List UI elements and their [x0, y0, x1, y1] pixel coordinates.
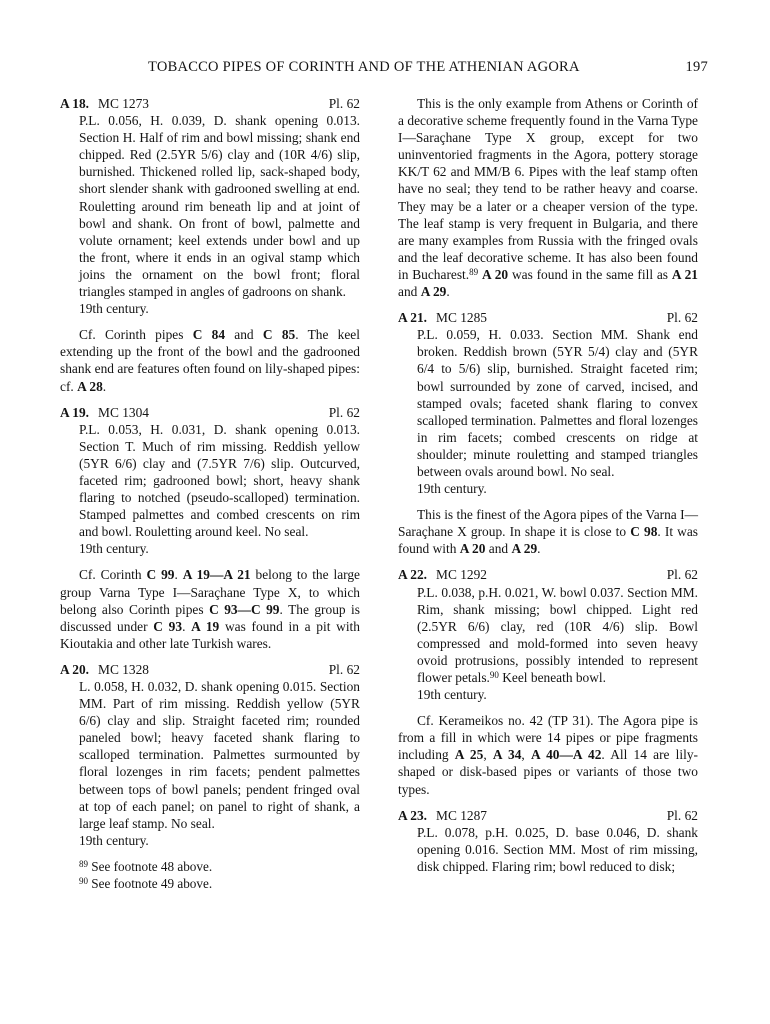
entry-number: A 23.: [398, 807, 428, 823]
entry-number: A 20.: [60, 661, 90, 677]
entry-description: P.L. 0.078, p.H. 0.025, D. base 0.046, D. shank opening 0.016. Section MM. Most of rim missing, disk chipped. Flaring rim; bowl reduced to disk;: [417, 824, 698, 874]
cross-reference: C 93: [153, 618, 183, 634]
inventory-number: MC 1328: [98, 661, 149, 677]
entry-heading: [60, 404, 360, 421]
footnote: [79, 875, 360, 892]
cross-reference: A 28: [77, 378, 103, 394]
inventory-number: MC 1304: [98, 404, 149, 420]
inventory-number: MC 1273: [98, 96, 149, 111]
text: . The group is discussed under: [60, 601, 360, 634]
text: .: [537, 541, 541, 557]
entry-body: [60, 112, 360, 317]
footnote-mark: 89: [469, 266, 479, 277]
catalog-entry-a19: [60, 404, 360, 558]
cross-reference: A 21: [671, 266, 699, 282]
entry-date: 19th century.: [79, 541, 149, 557]
entry-description: P.L. 0.059, H. 0.033. Section MM. Shank end broken. Reddish brown (5YR 5/4) clay and (5YR 6/4 to 5/6) slip, burnished. Straight faceted rim; bowl surrounded by zone of carved, incised, and stamped ovals; faceted shank flaring to convex scalloped termination. Palmettes and floral lozenges in rim facets; combed crescents on ridge at shoulder; minute rouletting and stamped triangles between ovals around bowl. No seal.: [417, 327, 698, 479]
entry-description: P.L. 0.056, H. 0.039, D. shank opening 0.013. Section H. Half of rim and bowl missing; shank end chipped. Red (2.5YR 5/6) clay and (10R 4/6) slip, burnished. Thickened rolled lip, sack-shaped body, short slender shank with gadrooned swelling at end. Rouletting around rim beneath lip and at joint of bowl and shank. On front of bowl, palmette and volute ornament; keel extends under bowl and up the front, where it ends in an ogival stamp which joins the ornament on the bowl front; floral triangles stamped in angles of gadroons on shank.: [79, 113, 360, 300]
text: .: [446, 284, 450, 300]
plate-reference: Pl. 62: [328, 404, 360, 420]
entry-heading: [60, 95, 360, 112]
entry-description: P.L. 0.053, H. 0.031, D. shank opening 0.013. Section T. Much of rim missing. Reddish yellow (5YR 6/6) clay and (7.5YR 7/6) slip. Outcurved, faceted rim; gadrooned bowl; short, heavy shank flaring to notched (pseudo-scalloped) termination. Stamped palmettes and combed crescents on rim and bowl. Rouletting around keel. No seal.: [79, 421, 360, 540]
entry-heading: [398, 807, 698, 824]
commentary-a19: [60, 566, 360, 651]
commentary-a21: [398, 506, 698, 557]
entry-number: A 19.: [60, 404, 90, 420]
cross-reference: A 29: [420, 284, 447, 300]
cross-reference: C 84: [192, 327, 226, 343]
cross-reference: A 29: [511, 541, 538, 557]
catalog-entry-a20: [60, 661, 360, 849]
entry-description: [417, 584, 698, 687]
plate-reference: Pl. 62: [328, 661, 360, 677]
entry-date: 19th century.: [79, 301, 149, 317]
catalog-entry-a18: [60, 95, 360, 317]
text: and: [234, 327, 254, 343]
entry-heading: [398, 309, 698, 326]
entry-body: [398, 584, 698, 704]
footnote-text: See footnote 49 above.: [91, 875, 213, 891]
cross-reference: A 20: [459, 541, 486, 557]
running-title: TOBACCO PIPES OF CORINTH AND OF THE ATHENIAN AGORA: [148, 59, 580, 75]
right-column: [398, 95, 698, 884]
text: ,: [483, 747, 487, 763]
text: and: [488, 541, 509, 557]
footnote-mark: 90: [79, 875, 88, 886]
footnote-mark: 90: [489, 670, 499, 680]
text: was found in the same fill as: [511, 266, 669, 282]
commentary-a20: [398, 95, 698, 300]
plate-reference: Pl. 62: [666, 310, 698, 326]
text: belong to the large group Varna Type I—Saraçhane Type X, to which belong also Corinth pipes: [60, 567, 360, 617]
commentary-a22: [398, 712, 698, 797]
entry-body: [60, 421, 360, 558]
cross-reference: C 93—C 99: [209, 601, 280, 617]
footnote: [79, 858, 360, 875]
entry-body: [398, 326, 698, 497]
inventory-number: MC 1287: [436, 807, 487, 823]
footnote-text: See footnote 48 above.: [91, 858, 213, 874]
text: P.L. 0.038, p.H. 0.021, W. bowl 0.037. Section MM. Rim, shank missing; bowl chipped. Light red (2.5YR 6/6) clay, red (10R 4/6) slip. Bowl compressed and mold-formed into seven heavy ovoid protrusions, possibly intended to represent flower petals.: [417, 584, 698, 685]
inventory-number: MC 1285: [436, 310, 487, 326]
plate-reference: Pl. 62: [666, 567, 698, 583]
text: This is the finest of the Agora pipes of the Varna I—Saraçhane X group. In shape it is close to: [398, 507, 698, 540]
text: and: [398, 284, 418, 300]
text: .: [102, 378, 107, 394]
cross-reference: A 20: [481, 266, 509, 282]
cross-reference: A 19—A 21: [182, 567, 251, 583]
text: Cf. Kerameikos no. 42 (TP 31). The Agora pipe is from a fill in which were 14 pipes or pipe fragments including: [398, 713, 698, 763]
text: . All 14 are lily-shaped or disk-based pipes or variants of those two types.: [398, 747, 698, 797]
entry-number: A 18.: [60, 96, 90, 111]
text: Cf. Corinth pipes: [79, 327, 184, 343]
entry-number: A 21.: [398, 310, 428, 326]
entry-description: L. 0.058, H. 0.032, D. shank opening 0.015. Section MM. Part of rim missing. Reddish yellow (5YR 6/6) clay and slip. Straight faceted rim; rounded paneled bowl; heavy faceted shank flaring to scalloped termination. Palmettes surmounted by floral lozenges in rim facets; pendent palmettes between tops of bowl panels; pendent fringed oval at top of each panel; on panel to right of shank, a large leaf stamp. No seal.: [79, 679, 360, 831]
entry-date: 19th century.: [417, 481, 487, 497]
left-column: [60, 95, 360, 892]
catalog-entry-a23: [398, 807, 698, 875]
cross-reference: A 34: [492, 747, 522, 763]
commentary-a18: [60, 326, 360, 394]
text: was found in a pit with Kioutakia and other late Turkish wares.: [60, 618, 360, 651]
entry-heading: [60, 661, 360, 678]
text: .: [182, 618, 186, 634]
plate-reference: Pl. 62: [666, 807, 698, 823]
entry-date: 19th century.: [417, 687, 487, 703]
entry-number: A 22.: [398, 567, 428, 583]
cross-reference: C 85: [262, 327, 296, 343]
cross-reference: A 19: [191, 618, 220, 634]
cross-reference: C 98: [630, 524, 658, 540]
text: ,: [521, 747, 525, 763]
catalog-entry-a21: [398, 309, 698, 497]
footnote-mark: 89: [79, 858, 88, 869]
cross-reference: A 25: [454, 747, 484, 763]
cross-reference: C 99: [146, 567, 175, 583]
entry-body: [60, 678, 360, 849]
text: Keel beneath bowl.: [502, 670, 606, 685]
entry-heading: [398, 566, 698, 583]
cross-reference: A 40—A 42: [530, 747, 602, 763]
text: This is the only example from Athens or Corinth of a decorative scheme frequently found in the Varna Type I—Saraçhane Type X group, except for two uninventoried fragments in the Agora, pottery storage KK/T 62 and MM/B 6. Pipes with the leaf stamp often have no seal; they tend to be rather heavy and coarse. They may be a later or a cheaper version of the type. The leaf stamp is very frequent in Bulgaria, and there are many examples from Russia with the fringed ovals and the leaf decorative scheme. It has also been found in Bucharest.: [398, 96, 698, 282]
footnotes: [60, 858, 360, 892]
plate-reference: Pl. 62: [328, 96, 360, 111]
entry-date: 19th century.: [79, 832, 149, 848]
text: Cf. Corinth: [79, 567, 142, 583]
text: . It was found with: [398, 524, 698, 557]
catalog-entry-a22: [398, 566, 698, 703]
page-number: 197: [685, 59, 708, 75]
text: .: [174, 567, 178, 583]
text: . The keel extending up the front of the bowl and the gadrooned shank end are features often found on lily-shaped pipes: cf.: [60, 327, 360, 394]
entry-body: [398, 824, 698, 875]
inventory-number: MC 1292: [436, 567, 487, 583]
